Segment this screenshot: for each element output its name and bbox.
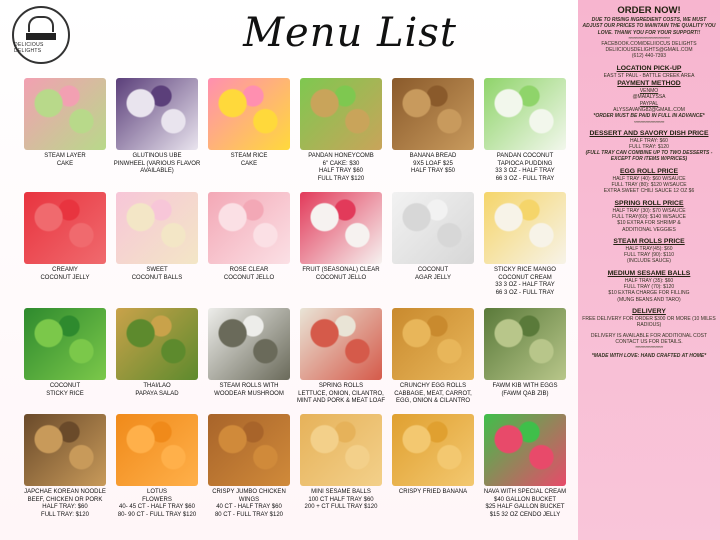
food-photo	[392, 414, 474, 486]
phone-number: (612) 440-7393	[631, 53, 667, 60]
caption-line: STEAM RICE	[230, 153, 268, 159]
caption-line: 6" CAKE: $30	[322, 160, 360, 167]
caption-line: $40 GALLON BUCKET	[493, 496, 557, 503]
caption-line: STEAM LAYER	[44, 153, 86, 159]
menu-item-caption	[480, 383, 570, 398]
sesame-half: HALF TRAY (35): $60	[624, 277, 674, 284]
sesame-price-heading: MEDIUM SESAME BALLS	[607, 269, 691, 277]
caption-line: COCONUT	[49, 383, 81, 389]
menu-item-caption	[204, 153, 294, 168]
menu-item	[112, 308, 202, 398]
menu-item-caption	[296, 153, 386, 183]
food-photo	[484, 414, 566, 486]
dessert-note: (FULL TRAY CAN COMBINE UP TO TWO DESSERTS - EXCEPT FOR ITEMS W/PRICES)	[585, 150, 713, 163]
menu-item	[388, 414, 478, 497]
menu-item	[112, 78, 202, 176]
caption-line: LETTUCE, ONION, CILANTRO,	[298, 390, 384, 397]
springroll-full: FULL TRAY(60): $140 W/SAUCE	[612, 213, 686, 220]
payment-note: *ORDER MUST BE PAID IN FULL IN ADVANCE*	[593, 113, 705, 120]
caption-line: NAVA WITH SPECIAL CREAM	[483, 489, 567, 495]
caption-line: AGAR JELLY	[415, 274, 451, 281]
steamroll-price-heading: STEAM ROLLS PRICE	[613, 237, 685, 245]
sesame-full: FULL TRAY (70): $120	[623, 284, 675, 291]
email-link[interactable]: DELIICIOUSDELIGHTS@GMAIL.COM	[605, 47, 693, 54]
menu-item-caption	[112, 489, 202, 519]
menu-item	[296, 414, 386, 512]
eggroll-price-heading: EGG ROLL PRICE	[619, 167, 679, 175]
caption-line: 40- 45 CT - HALF TRAY $60	[119, 504, 195, 510]
menu-item-caption	[480, 489, 570, 519]
caption-line: FULL TRAY: $120	[41, 511, 89, 518]
dessert-half: HALF TRAY: $60	[630, 137, 668, 144]
menu-item-caption	[480, 267, 570, 297]
chef-hat-icon	[28, 16, 54, 32]
caption-line: SWEET	[146, 267, 168, 273]
caption-line: FRUIT (SEASONAL) CLEAR	[302, 267, 380, 273]
food-photo	[300, 192, 382, 264]
steamroll-note: (INCLUDE SAUCE)	[627, 258, 671, 265]
menu-item	[388, 308, 478, 406]
footer-note: *MADE WITH LOVE: HAND CRAFTED AT HOME*	[591, 353, 707, 360]
caption-line: $25 HALF GALLON BUCKET	[485, 504, 565, 510]
eggroll-full: FULL TRAY (80): $120 W/SAUCE	[611, 182, 687, 189]
caption-line: COCONUT JELLO	[223, 274, 275, 281]
springroll-extra-veggies: ADDITIONAL VEGGIES	[622, 226, 676, 233]
caption-line: 66 3 OZ - FULL TRAY	[495, 289, 555, 296]
menu-item	[112, 414, 202, 519]
menu-item	[20, 78, 110, 168]
caption-line: AVAILABLE)	[140, 168, 174, 174]
caption-line: FLOWERS	[142, 496, 172, 503]
sesame-filling: (MUNG BEANS AND TARO)	[617, 296, 681, 303]
menu-item-caption	[204, 383, 294, 398]
food-photo	[392, 308, 474, 380]
venmo-handle: @MAIALYSSA	[632, 94, 666, 101]
food-photo	[116, 78, 198, 150]
brand-logo	[12, 6, 70, 64]
food-photo	[484, 192, 566, 264]
logo-text: DELICIOUS DELIGHTS	[14, 42, 44, 54]
menu-item	[204, 414, 294, 519]
dessert-full: FULL TRAY: $120	[629, 143, 669, 150]
food-photo	[484, 78, 566, 150]
food-photo	[208, 78, 290, 150]
menu-item	[296, 308, 386, 406]
venmo-label: VENMO	[639, 88, 659, 95]
caption-line: FULL TRAY $120	[317, 175, 365, 182]
pickup-location: EAST ST PAUL - BATTLE CREEK AREA	[603, 72, 695, 79]
menu-item	[296, 192, 386, 282]
facebook-link[interactable]: FACEBOOK.COM/DELIIOCUS DELIGHTS	[601, 40, 697, 47]
divider-stars: **********************	[635, 345, 663, 351]
menu-item-caption	[388, 383, 478, 406]
menu-item-caption	[388, 153, 478, 176]
menu-item	[480, 192, 570, 297]
menu-item	[204, 78, 294, 168]
menu-item-caption	[112, 383, 202, 398]
divider-stars: *********************************	[628, 35, 670, 41]
caption-line: ROSE CLEAR	[229, 267, 269, 273]
delivery-text: FREE DELIVERY FOR ORDER $300 OR MORE (10 MILES RADIOUS)	[582, 315, 716, 329]
caption-line: HALF TRAY $60	[318, 168, 364, 174]
paypal-label: PAYPAL	[639, 100, 659, 107]
caption-line: 33 3 OZ - HALF TRAY	[495, 282, 555, 288]
food-photo	[116, 414, 198, 486]
menu-item	[204, 192, 294, 282]
caption-line: PINWHEEL (VARIOUS FLAVOR	[113, 160, 201, 167]
caption-line: 9X5 LOAF $25	[413, 160, 453, 167]
steamroll-half: HALF TRAY(45): $60	[625, 245, 673, 252]
menu-item-caption	[388, 489, 478, 497]
pickup-heading: LOCATION PICK-UP	[616, 64, 682, 72]
caption-line: CAKE	[56, 160, 74, 167]
caption-line: JAPCHAE KOREAN NOODLE	[24, 489, 106, 495]
caption-line: CRUNCHY EGG ROLLS	[399, 383, 467, 389]
eggroll-half: HALF TRAY (40): $60 W/SAUCE	[612, 175, 686, 182]
caption-line: CABBAGE, MEAT, CARROT,	[394, 390, 472, 397]
caption-line: COCONUT BALLS	[131, 274, 183, 281]
menu-item	[204, 308, 294, 398]
menu-item	[20, 308, 110, 398]
caption-line: 80- 90 CT - FULL TRAY $120	[117, 511, 197, 518]
caption-line: MINI SESAME BALLS	[311, 489, 371, 495]
springroll-half: HALF TRAY (30): $70 W/SAUCE	[612, 207, 686, 214]
food-photo	[300, 308, 382, 380]
caption-line: BEEF, CHICKEN OR PORK	[27, 496, 103, 503]
menu-item	[388, 78, 478, 176]
menu-item	[480, 78, 570, 183]
delivery-note: DELIVERY IS AVAILABLE FOR ADDITIONAL COST CONTACT US FOR DETAILS.	[590, 332, 708, 345]
caption-line: 33 3 OZ - HALF TRAY	[495, 168, 555, 174]
caption-line: CREAMY	[52, 267, 78, 273]
caption-line: BANANA BREAD	[409, 153, 457, 159]
caption-line: 200 + CT FULL TRAY $120	[304, 504, 378, 510]
caption-line: MINT AND PORK & MEAT LOAF	[296, 398, 386, 404]
food-photo	[24, 414, 106, 486]
caption-line: THAI/LAO	[143, 383, 171, 389]
food-photo	[300, 78, 382, 150]
food-photo	[24, 192, 106, 264]
caption-line: HALF TRAY $50	[410, 168, 456, 174]
caption-line: STICKY RICE MANGO	[494, 267, 556, 273]
food-photo	[300, 414, 382, 486]
menu-item-caption	[20, 383, 110, 398]
caption-line: 40 CT - HALF TRAY $60	[216, 504, 282, 510]
caption-line: PANDAN HONEYCOMB	[308, 153, 374, 159]
caption-line: (FAWM QAB ZIB)	[501, 390, 549, 397]
menu-item-caption	[388, 267, 478, 282]
caption-line: STEAM ROLLS WITH	[219, 383, 279, 389]
caption-line: COCONUT CREAM	[498, 274, 552, 281]
menu-item	[20, 414, 110, 519]
caption-line: CRISPY FRIED BANANA	[398, 489, 468, 495]
dessert-price-heading: DESSERT AND SAVORY DISH PRICE	[589, 129, 709, 137]
caption-line: SPRING ROLLS	[318, 383, 364, 389]
price-notice: DUE TO RISING INGREDIENT COSTS, WE MUST ADJUST OUR PRICES TO MAINTAIN THE QUALITY YOU LOVE. THANK YOU FOR YOUR SUPPORT!!	[582, 17, 716, 36]
food-photo	[24, 78, 106, 150]
order-title: ORDER NOW!	[617, 5, 681, 16]
menu-item	[388, 192, 478, 282]
menu-item-caption	[204, 489, 294, 519]
caption-line: $15 32 OZ CENDO JELLY	[489, 511, 561, 518]
menu-item-caption	[296, 489, 386, 512]
caption-line: EGG, ONION & CILANTRO	[395, 398, 470, 404]
menu-item	[20, 192, 110, 282]
food-photo	[116, 192, 198, 264]
menu-item	[296, 78, 386, 183]
steamroll-full: FULL TRAY (90): $110	[623, 252, 675, 259]
menu-item-caption	[20, 267, 110, 282]
logo-band	[26, 33, 56, 40]
food-photo	[208, 308, 290, 380]
food-photo	[392, 78, 474, 150]
springroll-extra: $10 EXTRA FOR SHRIMP &	[617, 220, 681, 227]
menu-item-caption	[20, 153, 110, 168]
caption-line: WINGS	[238, 496, 260, 503]
menu-item-caption	[20, 489, 110, 519]
caption-line: 80 CT - FULL TRAY $120	[214, 511, 284, 518]
menu-item-caption	[480, 153, 570, 183]
caption-line: 100 CT HALF TRAY $60	[308, 496, 374, 503]
food-photo	[392, 192, 474, 264]
menu-item-caption	[112, 267, 202, 282]
food-photo	[24, 308, 106, 380]
caption-line: HALF TRAY: $60	[42, 504, 88, 510]
menu-item	[112, 192, 202, 282]
caption-line: CAKE	[240, 160, 258, 167]
menu-item-caption	[296, 267, 386, 282]
caption-line: 66 3 OZ - FULL TRAY	[495, 175, 555, 182]
caption-line: TAPIOCA PUDDING	[497, 160, 553, 167]
caption-line: PANDAN COCONUT	[496, 153, 554, 159]
menu-item-caption	[296, 383, 386, 406]
food-photo	[116, 308, 198, 380]
caption-line: STICKY RICE	[46, 390, 84, 397]
order-sidebar	[578, 0, 720, 540]
caption-line: GLUTINOUS UBE	[132, 153, 182, 159]
delivery-heading: DELIVERY	[632, 307, 666, 315]
menu-item	[480, 414, 570, 519]
caption-line: COCONUT JELLO	[315, 274, 367, 281]
menu-item-caption	[204, 267, 294, 282]
springroll-price-heading: SPRING ROLL PRICE	[614, 199, 684, 207]
page-title: Menu List	[243, 10, 457, 56]
caption-line: COCONUT JELLY	[40, 274, 90, 281]
sesame-extra: $10 EXTRA CHARGE FOR FILLING	[608, 290, 690, 297]
caption-line: CRISPY JUMBO CHICKEN	[212, 489, 286, 495]
caption-line: FAWM KIB WITH EGGS	[492, 383, 558, 389]
caption-line: COCONUT	[417, 267, 449, 273]
payment-heading: PAYMENT METHOD	[617, 80, 681, 88]
caption-line: LOTUS	[146, 489, 167, 495]
eggroll-extra: EXTRA SWEET CHILI SAUCE 12 OZ $6	[603, 188, 695, 195]
food-photo	[208, 414, 290, 486]
menu-item	[480, 308, 570, 398]
menu-item-caption	[112, 153, 202, 176]
food-photo	[484, 308, 566, 380]
caption-line: PAPAYA SALAD	[135, 390, 179, 397]
food-photo	[208, 192, 290, 264]
caption-line: WOODEAR MUSHROOM	[214, 390, 284, 397]
divider-stars: ************************	[633, 119, 665, 125]
paypal-email: ALYSSAVANG82@GMAIL.COM	[613, 106, 685, 113]
